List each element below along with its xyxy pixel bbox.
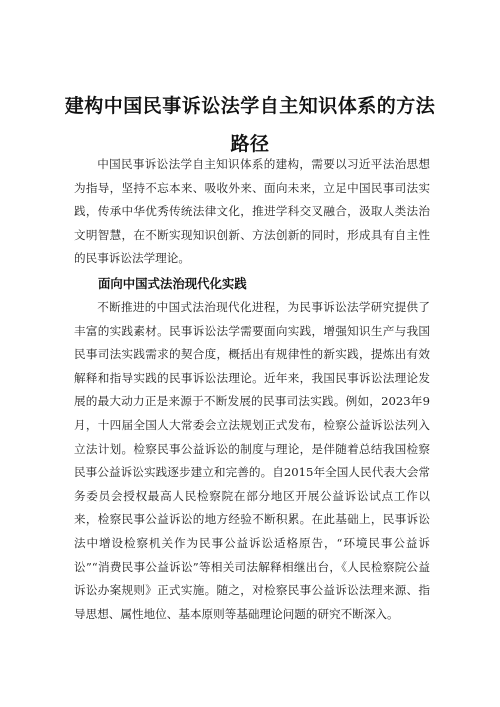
intro-paragraph: 中国民事诉讼法学自主知识体系的建构，需要以习近平法治思想为指导，坚持不忘本来、吸收外来、面向未来，立足中国民事司法实践，传承中华优秀传统法律文化，推进学科交叉融合，汲取人类法治文明智慧，在不断实现知识创新、方法创新的同时，形成具有自主性的民事诉讼法学理论。 <box>74 157 430 266</box>
section-heading: 面向中国式法治现代化实践 <box>98 276 247 291</box>
document-title: 建构中国民事诉讼法学自主知识体系的方法路径 <box>64 94 436 155</box>
section-paragraph: 不断推进的中国式法治现代化进程，为民事诉讼法学研究提供了丰富的实践素材。民事诉讼法学需要面向实践，增强知识生产与我国民事司法实践需求的契合度，概括出有规律性的新实践，提炼出有效解释和指导实践的民事诉讼法理论。近年来，我国民事诉讼法理论发展的最大动力正是来源于不断发展的民事司法实践。例如，2023年9月，十四届全国人大常委会立法规划正式发布，检察公益诉讼法列入立法计划。检察民事公益诉讼的制度与理论，是伴随着总结我国检察民事公益诉讼实践逐步建立和完善的。自2015年全国人民代表大会常务委员会授权最高人民检察院在部分地区开展公益诉讼试点工作以来，检察民事公益诉讼的地方经验不断积累。在此基础上，民事诉讼法中增设检察机关作为民事公益诉讼适格原告，“环境民事公益诉讼”“消费民事公益诉讼”等相关司法解释相继出台，《人民检察院公益诉讼办案规则》正式实施。随之，对检察民事公益诉讼法理来源、指导思想、属性地位、基本原则等基础理论问题的研究不断深入。 <box>74 300 430 621</box>
